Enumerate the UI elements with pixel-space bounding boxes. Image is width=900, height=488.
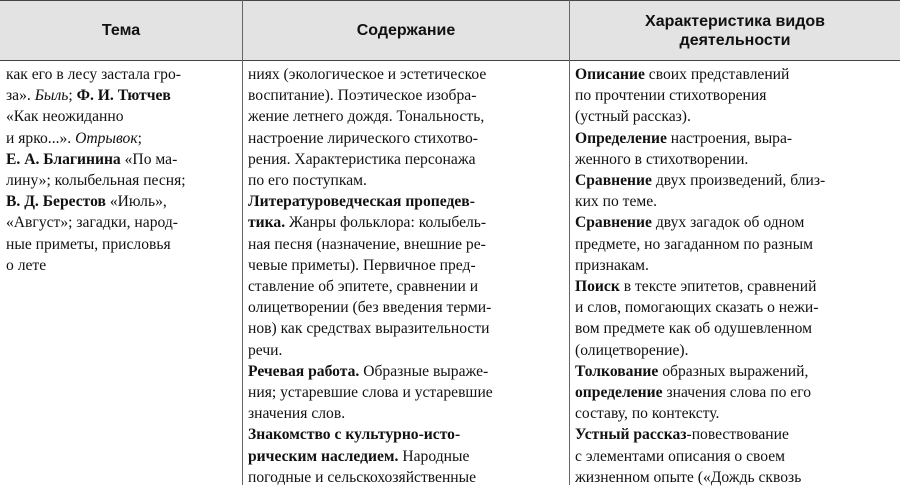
text-run: по его поступкам. bbox=[248, 172, 367, 190]
text-run: Жанры фольклора: колыбель- bbox=[285, 214, 487, 232]
bold-term: тика. bbox=[248, 214, 286, 232]
bold-term: Толкование bbox=[575, 362, 659, 380]
col1-line bbox=[6, 64, 238, 85]
text-run: олицетворении (без введения терми- bbox=[248, 299, 492, 317]
col2-line bbox=[248, 403, 566, 424]
text-run: предмете, но загаданном по разным bbox=[575, 235, 813, 253]
col3-line bbox=[575, 170, 895, 191]
text-run: признакам. bbox=[575, 256, 649, 274]
text-run: как его в лесу застала гро- bbox=[6, 66, 181, 83]
text-run: ких по теме. bbox=[575, 193, 658, 211]
text-run: ная песня (назначение, внешние ре- bbox=[248, 235, 486, 253]
bold-term: рическим наследием. bbox=[248, 447, 399, 465]
col3-line bbox=[575, 340, 895, 361]
col2-line bbox=[248, 212, 566, 233]
bold-term: Определение bbox=[575, 129, 667, 147]
text-run: ставление об эпитете, сравнении и bbox=[248, 278, 479, 296]
header-content-label: Содержание bbox=[356, 22, 456, 39]
text-run: ные приметы, присловья bbox=[6, 235, 171, 253]
text-run: ; bbox=[137, 129, 142, 147]
col3-line bbox=[575, 106, 895, 127]
text-run: воспитание). Поэтическое изобра- bbox=[248, 87, 477, 105]
text-run: вом предмете как об одушевленном bbox=[575, 320, 813, 338]
col2-line bbox=[248, 149, 566, 170]
text-run: образных выражений, bbox=[658, 362, 809, 380]
text-run: «По ма- bbox=[120, 150, 178, 168]
header-theme bbox=[0, 1, 242, 60]
col3-line bbox=[575, 361, 895, 382]
text-run: «Июль», bbox=[105, 193, 167, 211]
col3-line bbox=[575, 149, 895, 170]
bold-term: В. Д. Берестов bbox=[6, 193, 106, 211]
col2-line bbox=[248, 297, 566, 318]
col2-line bbox=[248, 64, 566, 85]
activities-column bbox=[575, 64, 895, 488]
col3-line bbox=[575, 212, 895, 233]
text-run: за». bbox=[6, 87, 35, 105]
text-run: и ярко...». bbox=[6, 129, 76, 147]
col3-line bbox=[575, 234, 895, 255]
bold-term: Устный рассказ bbox=[575, 426, 687, 444]
col3-line bbox=[575, 128, 895, 149]
text-run: (олицетворение). bbox=[575, 341, 689, 359]
col2-line bbox=[248, 318, 566, 339]
table-header bbox=[0, 0, 900, 61]
header-activities-line1: Характеристика видов bbox=[645, 12, 825, 30]
header-content bbox=[243, 1, 569, 60]
text-run: женного в стихотворении. bbox=[575, 150, 749, 168]
content-column bbox=[248, 64, 566, 488]
column-divider-2 bbox=[569, 0, 570, 485]
text-run: «Август»; загадки, народ- bbox=[6, 214, 178, 232]
text-run: ния; устаревшие слова и устаревшие bbox=[248, 384, 493, 402]
text-run: речи. bbox=[248, 341, 283, 359]
column-divider-1 bbox=[242, 0, 243, 485]
text-run: и слов, помогающих сказать о нежи- bbox=[575, 299, 819, 317]
col1-line bbox=[6, 106, 238, 127]
col1-line bbox=[6, 255, 238, 276]
col1-line bbox=[6, 149, 238, 170]
header-activities-line2: деятельности bbox=[679, 31, 791, 49]
col2-line bbox=[248, 361, 566, 382]
text-run: значения слова по его bbox=[662, 384, 812, 402]
italic-genre: Быль bbox=[34, 87, 69, 105]
bold-term: Поиск bbox=[575, 278, 620, 296]
text-run: жение летнего дождя. Тональность, bbox=[248, 108, 485, 126]
col2-line bbox=[248, 255, 566, 276]
col2-line bbox=[248, 106, 566, 127]
col3-line bbox=[575, 297, 895, 318]
text-run: рения. Характеристика персонажа bbox=[248, 150, 476, 168]
text-run: погодные и сельскохозяйственные bbox=[248, 468, 477, 486]
text-run: лину»; колыбельная песня; bbox=[6, 172, 186, 190]
text-run: -повествование bbox=[686, 426, 789, 444]
text-run: жизненном опыте («Дождь сквозь bbox=[575, 468, 802, 486]
text-run: в тексте эпитетов, сравнений bbox=[619, 278, 817, 296]
text-run: ; bbox=[68, 87, 77, 105]
col3-line bbox=[575, 85, 895, 106]
text-run: настроение лирического стихотво- bbox=[248, 129, 478, 147]
italic-genre: Отрывок bbox=[75, 129, 138, 147]
text-run: двух загадок об одном bbox=[651, 214, 805, 232]
col3-line bbox=[575, 424, 895, 445]
bold-term: Речевая работа. bbox=[248, 362, 360, 380]
col2-line bbox=[248, 85, 566, 106]
col3-line bbox=[575, 382, 895, 403]
text-run: двух произведений, близ- bbox=[651, 172, 826, 190]
col3-line bbox=[575, 403, 895, 424]
col2-line bbox=[248, 170, 566, 191]
bold-term: Е. А. Благинина bbox=[6, 150, 121, 168]
col1-line bbox=[6, 234, 238, 255]
col1-line bbox=[6, 170, 238, 191]
text-run: своих представлений bbox=[644, 66, 790, 83]
text-run: составу, по контексту. bbox=[575, 405, 720, 423]
col1-line bbox=[6, 128, 238, 149]
bold-term: Литературоведческая пропедев- bbox=[248, 193, 475, 211]
text-run: по прочтении стихотворения bbox=[575, 87, 767, 105]
text-run: ниях (экологическое и эстетическое bbox=[248, 66, 487, 83]
col3-line bbox=[575, 255, 895, 276]
text-run: настроения, выра- bbox=[666, 129, 793, 147]
col1-line bbox=[6, 85, 238, 106]
col2-line bbox=[248, 382, 566, 403]
text-run: значения слов. bbox=[248, 405, 346, 423]
col3-line bbox=[575, 318, 895, 339]
col3-line bbox=[575, 191, 895, 212]
col2-line bbox=[248, 446, 566, 467]
text-run: (устный рассказ). bbox=[575, 108, 691, 126]
col2-line bbox=[248, 234, 566, 255]
col1-line bbox=[6, 212, 238, 233]
header-activities bbox=[570, 1, 900, 60]
text-run: «Как неожиданно bbox=[6, 108, 124, 126]
col3-line bbox=[575, 64, 895, 85]
col3-line bbox=[575, 446, 895, 467]
col1-line bbox=[6, 191, 238, 212]
text-run: нов) как средствах выразительности bbox=[248, 320, 490, 338]
bold-term: Описание bbox=[575, 66, 645, 83]
text-run: о лете bbox=[6, 256, 47, 274]
bold-term: определение bbox=[575, 384, 663, 402]
text-run: с элементами описания о своем bbox=[575, 447, 786, 465]
text-run: чевые приметы). Первичное пред- bbox=[248, 256, 476, 274]
text-run: Народные bbox=[398, 447, 470, 465]
text-run: Образные выраже- bbox=[359, 362, 489, 380]
bold-term: Сравнение bbox=[575, 172, 652, 190]
bold-term: Сравнение bbox=[575, 214, 652, 232]
col2-line bbox=[248, 424, 566, 445]
bold-term: Ф. И. Тютчев bbox=[76, 87, 171, 105]
theme-column bbox=[6, 64, 238, 276]
col2-line bbox=[248, 191, 566, 212]
col2-line bbox=[248, 340, 566, 361]
col2-line bbox=[248, 128, 566, 149]
col3-line bbox=[575, 276, 895, 297]
header-theme-label: Тема bbox=[101, 22, 141, 39]
bold-term: Знакомство с культурно-исто- bbox=[248, 426, 461, 444]
col2-line bbox=[248, 276, 566, 297]
